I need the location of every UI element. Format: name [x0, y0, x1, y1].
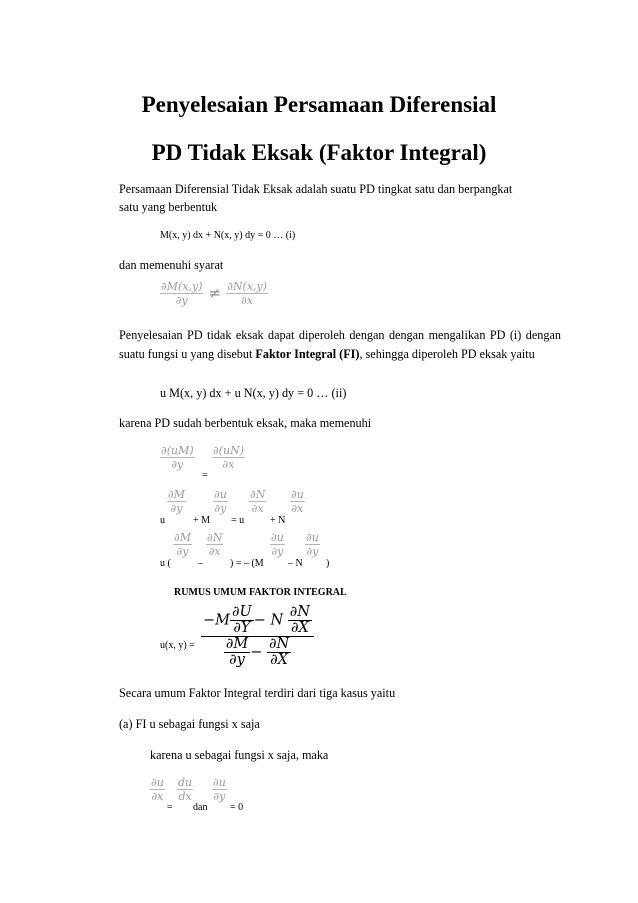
equation-ii: u M(x, y) dx + u N(x, y) dy = 0 … (ii) — [160, 386, 347, 400]
row2-du-dy: $\frac{\partial u}{\partial y}$ — [271, 531, 284, 558]
row1-eq-u: = u — [231, 515, 245, 526]
last-eq0: = 0 — [230, 802, 244, 813]
exact-equals: = — [202, 470, 208, 481]
row2-du-dx: $\frac{\partial u}{\partial y}$ — [306, 531, 319, 558]
u-lhs: u(x, y) = — [160, 640, 195, 651]
case-a-text: karena u sebagai fungsi x saja, maka — [150, 748, 329, 762]
last-eq: = — [167, 802, 173, 813]
last-du-dx-total: $\frac{du}{dx}$ — [178, 776, 193, 803]
row2-close: ) — [326, 558, 330, 569]
row1-du-dx: $\frac{\partial u}{\partial x}$ — [291, 488, 304, 515]
intro-line-2: satu yang berbentuk — [119, 200, 218, 214]
last-dan: dan — [193, 802, 208, 813]
row2-dM-dy: $\frac{\partial M}{\partial y}$ — [174, 531, 191, 558]
row1-u: u — [160, 515, 165, 526]
faktor-integral-term: Faktor Integral (FI) — [255, 347, 360, 361]
row2-minus: – — [198, 558, 203, 569]
intro-line-1: Persamaan Diferensial Tidak Eksak adalah suatu PD tingkat satu dan berpangkat — [119, 182, 513, 196]
last-du-dx: $\frac{\partial u}{\partial x}$ — [151, 776, 164, 803]
page-subtitle: PD Tidak Eksak (Faktor Integral) — [151, 140, 487, 165]
row1-plus-n: + N — [270, 515, 286, 526]
row1-du-dy: $\frac{\partial u}{\partial y}$ — [214, 488, 227, 515]
row2-mid: ) = – (M — [230, 558, 264, 569]
cases-text: Secara umum Faktor Integral terdiri dari tiga kasus yaitu — [119, 686, 396, 700]
condition-text: dan memenuhi syarat — [119, 258, 224, 272]
solution-paragraph: Penyelesaian PD tidak eksak dapat diperoleh dengan dengan mengalikan PD (i) dengan suatu fungsi u yang disebut Faktor Integral (FI), sehingga diperoleh PD eksak yaitu — [119, 328, 561, 361]
exact-condition-right: $\frac{\partial(uN)}{\partial x}$ — [213, 444, 244, 471]
rumus-heading: RUMUS UMUM FAKTOR INTEGRAL — [174, 587, 347, 598]
row2-dN-dx: $\frac{\partial N}{\partial x}$ — [207, 531, 223, 558]
row1-dM-dy: $\frac{\partial M}{\partial y}$ — [168, 488, 185, 515]
row2-u-open: u ( — [160, 558, 171, 569]
equation-i: M(x, y) dx + N(x, y) dy = 0 … (i) — [160, 230, 296, 241]
last-du-dy: $\frac{\partial u}{\partial y}$ — [213, 776, 226, 803]
row1-dN-dx: $\frac{\partial N}{\partial x}$ — [250, 488, 266, 515]
fi-general-formula: −M $\frac{\partial U}{\partial Y}$ − N $\frac{\partial N}{\partial X}$ $\frac{\partial M}{\partial y}$ − $\frac{\partial N}{\partial X}$ — [201, 605, 314, 668]
exact-text: karena PD sudah berbentuk eksak, maka memenuhi — [119, 416, 372, 430]
condition-formula: $\frac{\partial M(x,y)}{\partial y}$ ≠ $\frac{\partial N(x,y)}{\partial x}$ — [161, 280, 268, 307]
row1-plus-m: + M — [193, 515, 211, 526]
case-a: (a) FI u sebagai fungsi x saja — [119, 717, 260, 731]
row2-minus-n: – N — [288, 558, 303, 569]
exact-condition-formula: $\frac{\partial(uM)}{\partial y}$ — [161, 444, 194, 471]
page-title: Penyelesaian Persamaan Diferensial — [141, 92, 497, 117]
